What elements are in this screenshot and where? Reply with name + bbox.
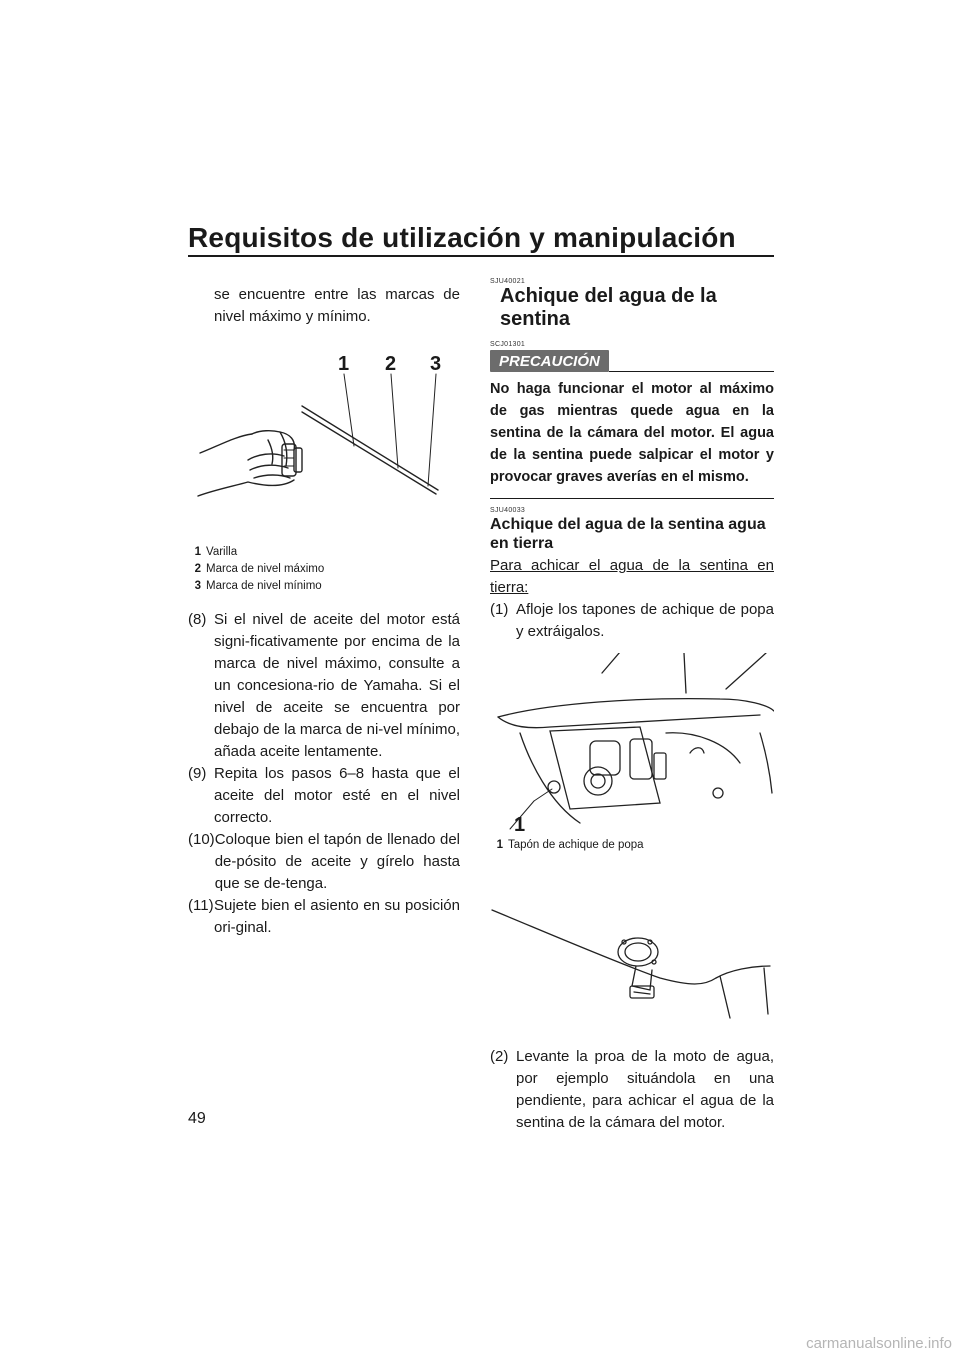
subsection-code: SJU40033	[490, 507, 526, 514]
left-column	[188, 268, 460, 939]
steps-list	[188, 609, 460, 939]
figure-label-3: 3	[430, 353, 442, 375]
caution-code: SCJ01301	[490, 341, 526, 348]
title-rule	[188, 255, 774, 257]
step-1: (1) Afloje los tapones de achique de popa y extráigalos.	[490, 601, 774, 640]
dipstick-illustration	[188, 350, 460, 500]
caution-end-rule	[490, 498, 774, 499]
hull-drain-illustration	[490, 653, 774, 833]
caution-badge: PRECAUCIÓN	[490, 350, 609, 372]
section-heading: Achique del agua de la sentina	[500, 285, 717, 330]
legend-item: 3 Marca de nivel mínimo	[194, 580, 322, 592]
legend-item: 1 Tapón de achique de popa	[496, 839, 644, 851]
step-2: (2) Levante la proa de la moto de agua, por ejemplo situándola en una pendiente, para achicar el agua de la sentina de la cámara del motor.	[490, 1048, 774, 1131]
figure-label-drain: 1	[514, 814, 526, 833]
continuation-text: se encuentre entre las marcas de nivel máximo y mínimo.	[214, 286, 460, 325]
watermark: carmanualsonline.info	[806, 1335, 952, 1352]
subsection-heading: Achique del agua de la sentina agua en tierra	[490, 516, 766, 552]
right-column	[490, 268, 774, 1134]
step-10: (10) Coloque bien el tapón de llenado del de-pósito de aceite y gírelo hasta que se de-tenga.	[188, 831, 460, 892]
legend-item: 2 Marca de nivel máximo	[194, 563, 325, 575]
caution-header	[490, 350, 774, 372]
drain-plug-illustration	[490, 882, 774, 1032]
figure-label-2: 2	[385, 353, 397, 375]
legend-item: 1 Varilla	[194, 546, 238, 558]
page-title: Requisitos de utilización y manipulación	[188, 222, 736, 253]
step-8: (8) Si el nivel de aceite del motor está signi-ficativamente por encima de la marca de nivel máximo, consulte a un concesiona-rio de Yamaha. Si el nivel de aceite se encuentra por debajo de la marca de ni-vel mínimo, añada aceite lentamente.	[188, 611, 460, 760]
step-11: (11) Sujete bien el asiento en su posición ori-ginal.	[188, 897, 460, 936]
caution-text: No haga funcionar el motor al máximo de gas mientras quede agua en la sentina de la cámara del motor. El agua de la sentina puede salpicar el motor y provocar graves averías en el mismo.	[490, 381, 774, 485]
step-9: (9) Repita los pasos 6–8 hasta que el aceite del motor esté en el nivel correcto.	[188, 765, 460, 826]
figure-label-1: 1	[338, 353, 350, 375]
page-number: 49	[188, 1110, 206, 1127]
caution-rule	[609, 371, 774, 372]
figure-legend-drain	[490, 837, 774, 854]
section-code: SJU40021	[490, 278, 526, 285]
figure-legend	[188, 544, 460, 595]
intro-text: Para achicar el agua de la sentina en tierra:	[490, 557, 774, 596]
